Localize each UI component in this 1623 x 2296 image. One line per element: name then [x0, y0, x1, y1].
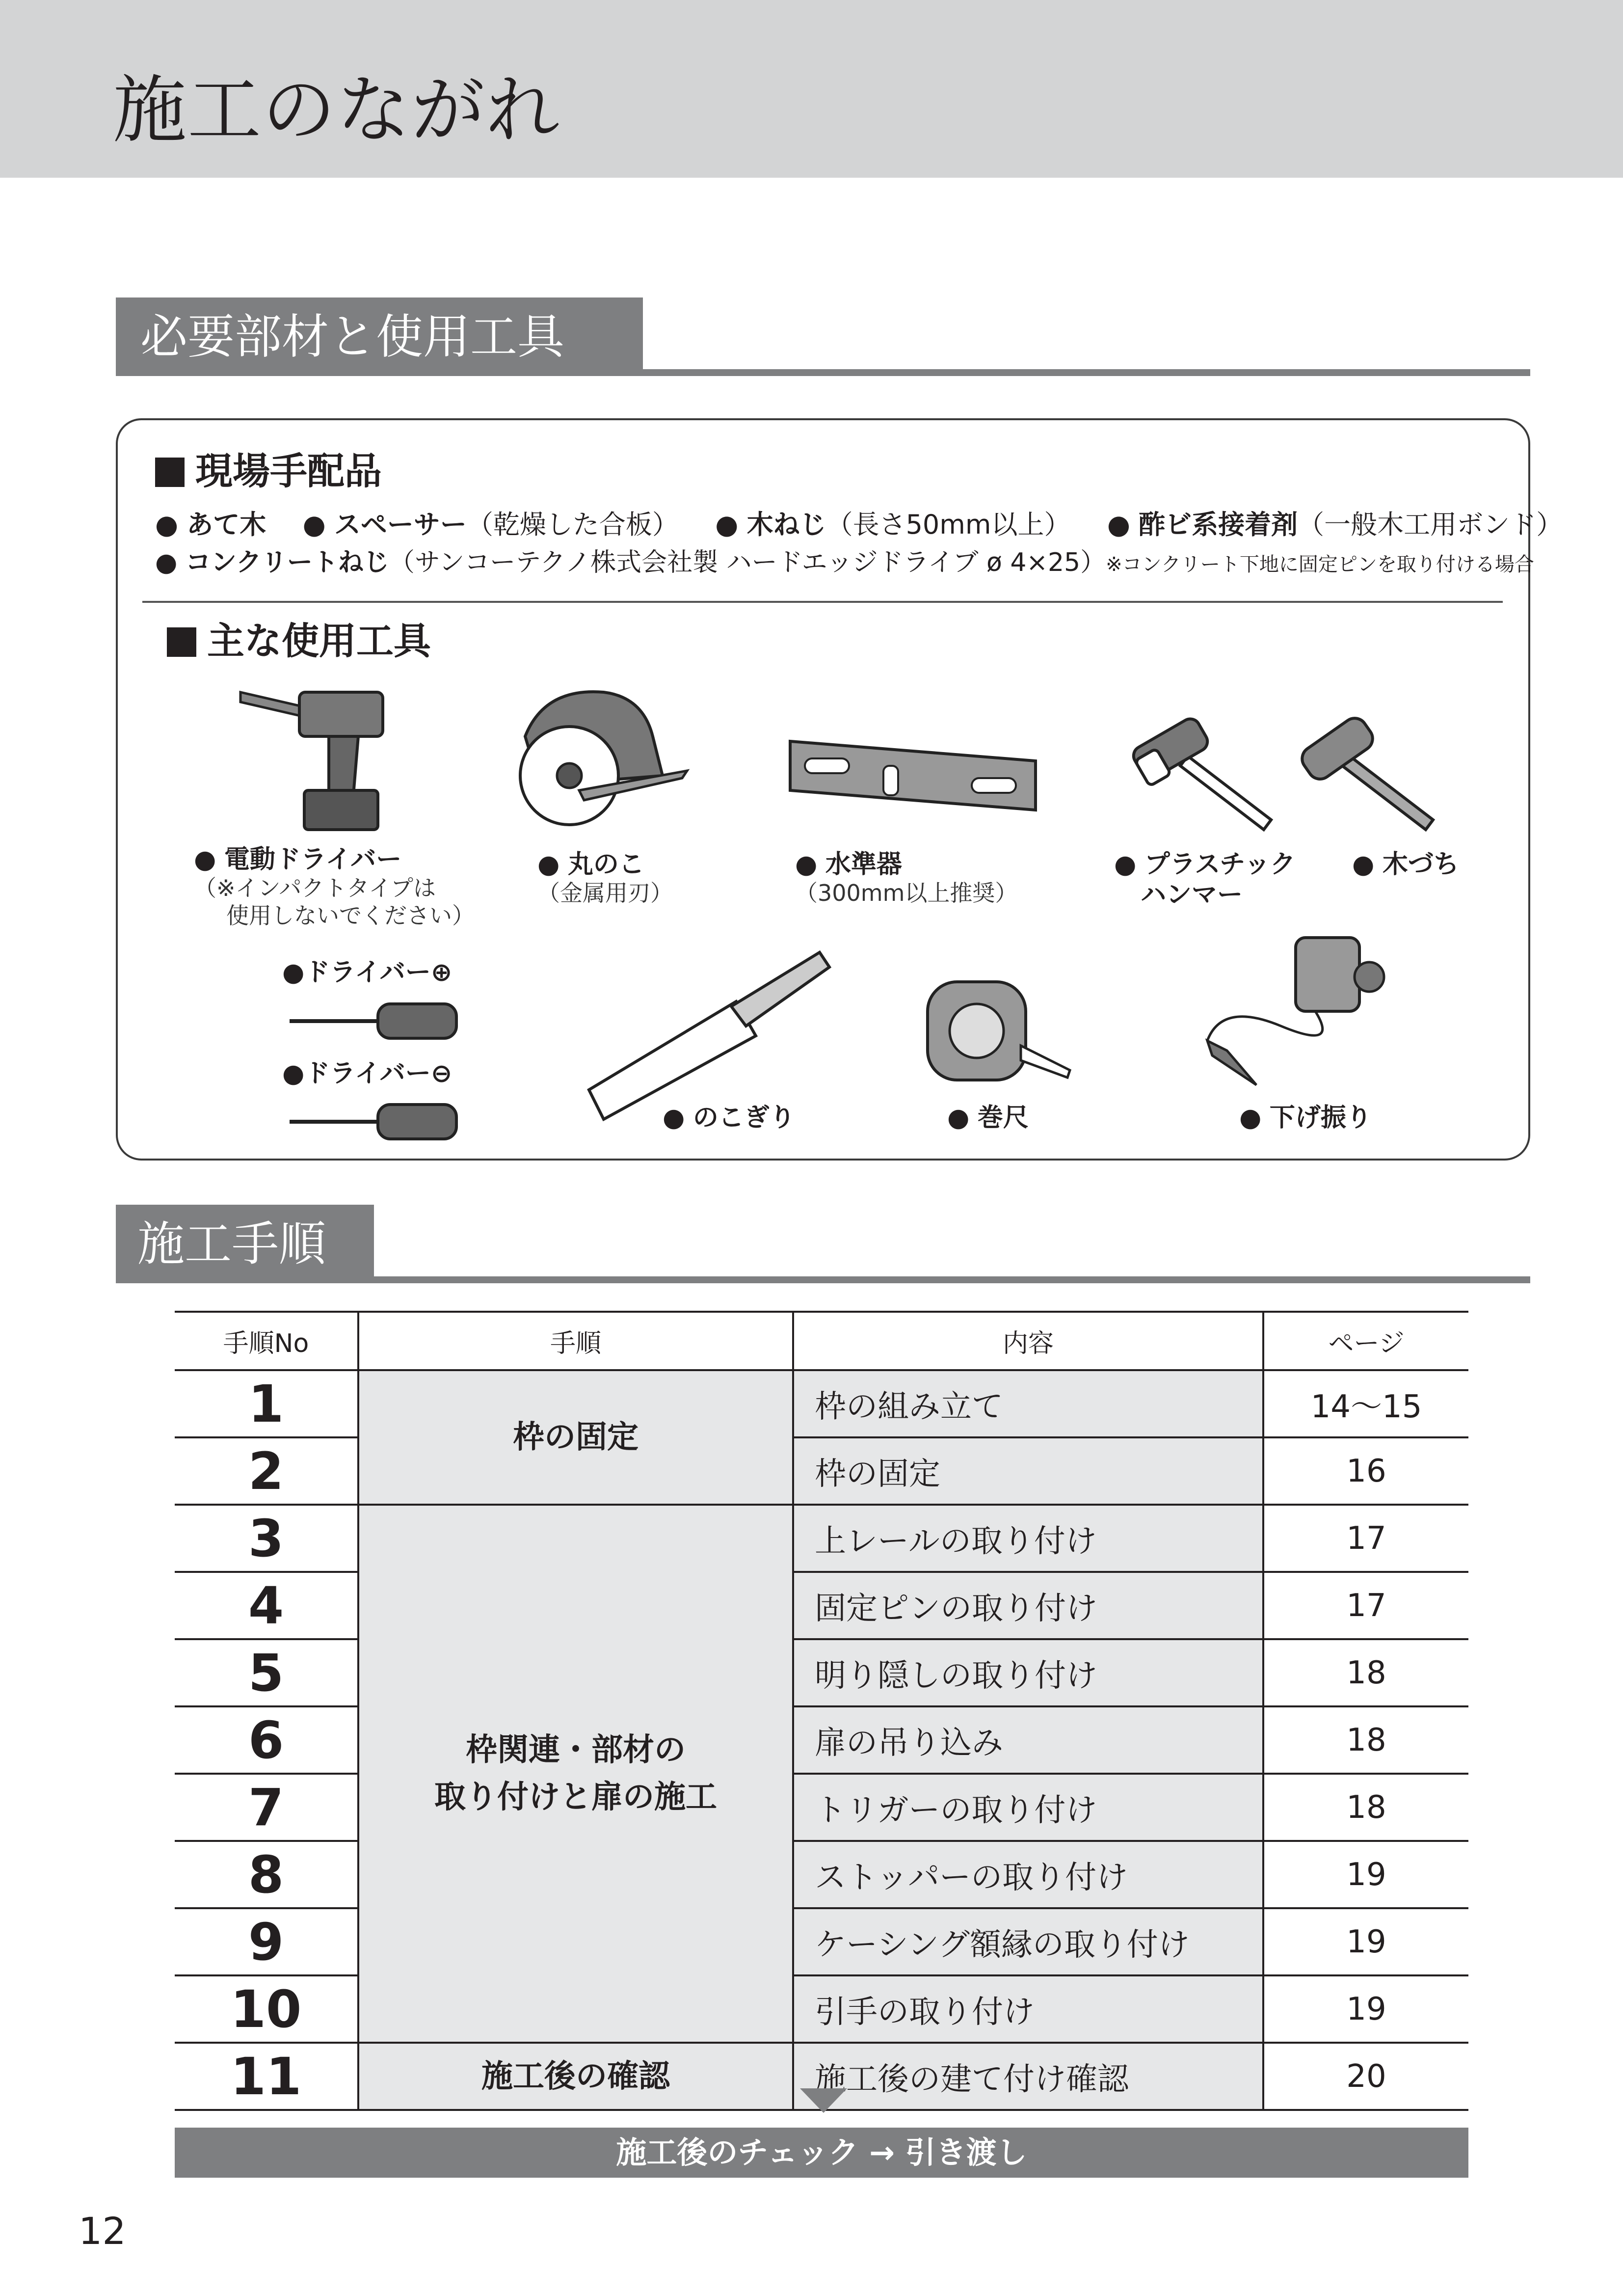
bullet-icon: ● [282, 958, 305, 987]
tool-name: 巻尺 [977, 1103, 1029, 1133]
item-note: （一般木工用ボンド） [1298, 509, 1563, 540]
tools-heading-text: 主な使用工具 [207, 619, 431, 663]
header-no: 手順No [175, 1312, 358, 1370]
header-page: ページ [1263, 1312, 1468, 1370]
bullet-icon: ● [155, 548, 178, 577]
section-tab: 必要部材と使用工具 [116, 297, 643, 376]
electric-driver-icon [231, 677, 393, 835]
step-content: 施工後の建て付け確認 [793, 2043, 1263, 2110]
square-icon [167, 627, 196, 657]
step-content: 扉の吊り込み [793, 1706, 1263, 1774]
bullet-icon: ● [715, 509, 739, 540]
group-label: 施工後の確認 [481, 2058, 670, 2095]
step-page: 18 [1263, 1774, 1468, 1841]
bullet-icon: ● [194, 845, 216, 874]
step-page: 19 [1263, 1975, 1468, 2043]
step-page: 16 [1263, 1437, 1468, 1505]
page-number: 12 [79, 2209, 126, 2253]
item-name: 木ねじ [746, 509, 826, 540]
bullet-icon: ● [663, 1103, 685, 1133]
step-page: 19 [1263, 1908, 1468, 1975]
tool-note: （金属用刃） [537, 880, 673, 907]
step-group [358, 1370, 793, 1505]
level-icon [785, 731, 1040, 820]
item-name: スペーサー [334, 509, 467, 540]
item-note: （乾燥した合板） [466, 509, 679, 540]
bullet-icon: ● [302, 509, 326, 540]
step-no: 2 [175, 1437, 358, 1505]
bullet-icon: ● [155, 509, 179, 540]
circular-saw-icon [506, 677, 692, 835]
box-divider [142, 601, 1503, 603]
step-content: 固定ピンの取り付け [793, 1572, 1263, 1639]
step-no: 5 [175, 1639, 358, 1706]
step-content: 明り隠しの取り付け [793, 1639, 1263, 1706]
step-content: 上レールの取り付け [793, 1505, 1263, 1572]
table-row [175, 1505, 1468, 1572]
tools-heading [167, 619, 431, 663]
tool-level [795, 849, 1017, 907]
step-content: 引手の取り付け [793, 1975, 1263, 2043]
step-page: 14〜15 [1263, 1370, 1468, 1437]
step-no: 6 [175, 1706, 358, 1774]
onsite-line-1 [155, 509, 1563, 540]
plastic-hammer-icon [1124, 712, 1286, 839]
driver-plus-icon [285, 997, 461, 1041]
tool-name: 丸のこ [567, 850, 644, 879]
bullet-icon: ● [537, 850, 560, 879]
step-page: 17 [1263, 1505, 1468, 1572]
procedure-table [175, 1311, 1468, 2111]
tool-tape [947, 1103, 1029, 1133]
step-no: 9 [175, 1908, 358, 1975]
tool-note: （※インパクトタイプは [194, 875, 436, 902]
step-no: 4 [175, 1572, 358, 1639]
step-content: ケーシング額縁の取り付け [793, 1908, 1263, 1975]
tool-plumb [1239, 1103, 1372, 1133]
header-content: 内容 [793, 1312, 1263, 1370]
driver-minus-icon [285, 1097, 461, 1141]
step-no: 7 [175, 1774, 358, 1841]
item-small-note: ※コンクリート下地に固定ピンを取り付ける場合 [1106, 553, 1534, 576]
final-step-bar: 施工後のチェック → 引き渡し [175, 2128, 1468, 2178]
tool-name: ドライバー⊕ [304, 958, 452, 987]
step-content: ストッパーの取り付け [793, 1841, 1263, 1908]
tool-circular-saw [537, 849, 673, 907]
tool-note: （300mm以上推奨） [795, 880, 1018, 907]
header-step: 手順 [358, 1312, 793, 1370]
step-content: 枠の固定 [793, 1437, 1263, 1505]
onsite-line-2 [155, 550, 1534, 575]
page-title: 施工のながれ [113, 68, 561, 153]
tool-name: 電動ドライバー [224, 845, 402, 874]
step-no: 8 [175, 1841, 358, 1908]
bullet-icon: ● [282, 1059, 305, 1088]
item-name: あて木 [186, 509, 266, 540]
group-label: 枠関連・部材の [466, 1732, 686, 1768]
step-group [358, 2043, 793, 2110]
step-no: 11 [175, 2043, 358, 2110]
tool-driver-minus [282, 1058, 452, 1089]
tool-name: プラスチック [1144, 850, 1296, 879]
tool-name: ドライバー⊖ [304, 1059, 452, 1088]
group-label: 取り付けと扉の施工 [434, 1779, 717, 1815]
bullet-icon: ● [1107, 509, 1130, 540]
step-page: 19 [1263, 1841, 1468, 1908]
tape-measure-icon [923, 972, 1080, 1095]
bullet-icon: ● [795, 850, 818, 879]
item-note: （サンコーテクノ株式会社製 ハードエッジドライブ ø 4×25） [389, 548, 1106, 577]
step-page: 18 [1263, 1706, 1468, 1774]
step-page: 17 [1263, 1572, 1468, 1639]
tool-name: 水準器 [825, 850, 902, 879]
item-note: （長さ50mm以上） [826, 509, 1071, 540]
step-no: 1 [175, 1370, 358, 1437]
step-page: 20 [1263, 2043, 1468, 2110]
step-group [358, 1505, 793, 2043]
item-name: 酢ビ系接着剤 [1139, 509, 1298, 540]
tool-electric-driver [194, 844, 475, 929]
table-header-row [175, 1312, 1468, 1370]
item-name: コンクリートねじ [185, 548, 389, 577]
step-content: トリガーの取り付け [793, 1774, 1263, 1841]
saw-icon [579, 943, 834, 1129]
square-icon [155, 458, 185, 487]
tool-name: のこぎり [692, 1103, 795, 1133]
step-no: 10 [175, 1975, 358, 2043]
tool-name: 下げ振り [1269, 1103, 1372, 1133]
step-page: 18 [1263, 1639, 1468, 1706]
tool-saw [663, 1103, 795, 1133]
bullet-icon: ● [947, 1103, 970, 1133]
onsite-heading [155, 449, 382, 493]
tool-driver-plus [282, 957, 452, 988]
tool-plastic-hammer [1114, 849, 1296, 911]
onsite-heading-text: 現場手配品 [195, 449, 382, 493]
arrow-down-icon [800, 2088, 847, 2113]
tool-name: 木づち [1382, 850, 1459, 879]
table-row [175, 1370, 1468, 1437]
tool-mallet [1352, 849, 1459, 880]
bullet-icon: ● [1239, 1103, 1262, 1133]
tool-note: 使用しないでください） [226, 902, 475, 929]
tool-name: ハンマー [1141, 880, 1243, 910]
bullet-icon: ● [1114, 850, 1137, 879]
mallet-icon [1291, 712, 1453, 839]
plumb-bob-icon [1193, 928, 1399, 1090]
bullet-icon: ● [1352, 850, 1375, 879]
group-label: 枠の固定 [513, 1419, 639, 1456]
step-content: 枠の組み立て [793, 1370, 1263, 1437]
step-no: 3 [175, 1505, 358, 1572]
section-tab: 施工手順 [116, 1205, 374, 1283]
